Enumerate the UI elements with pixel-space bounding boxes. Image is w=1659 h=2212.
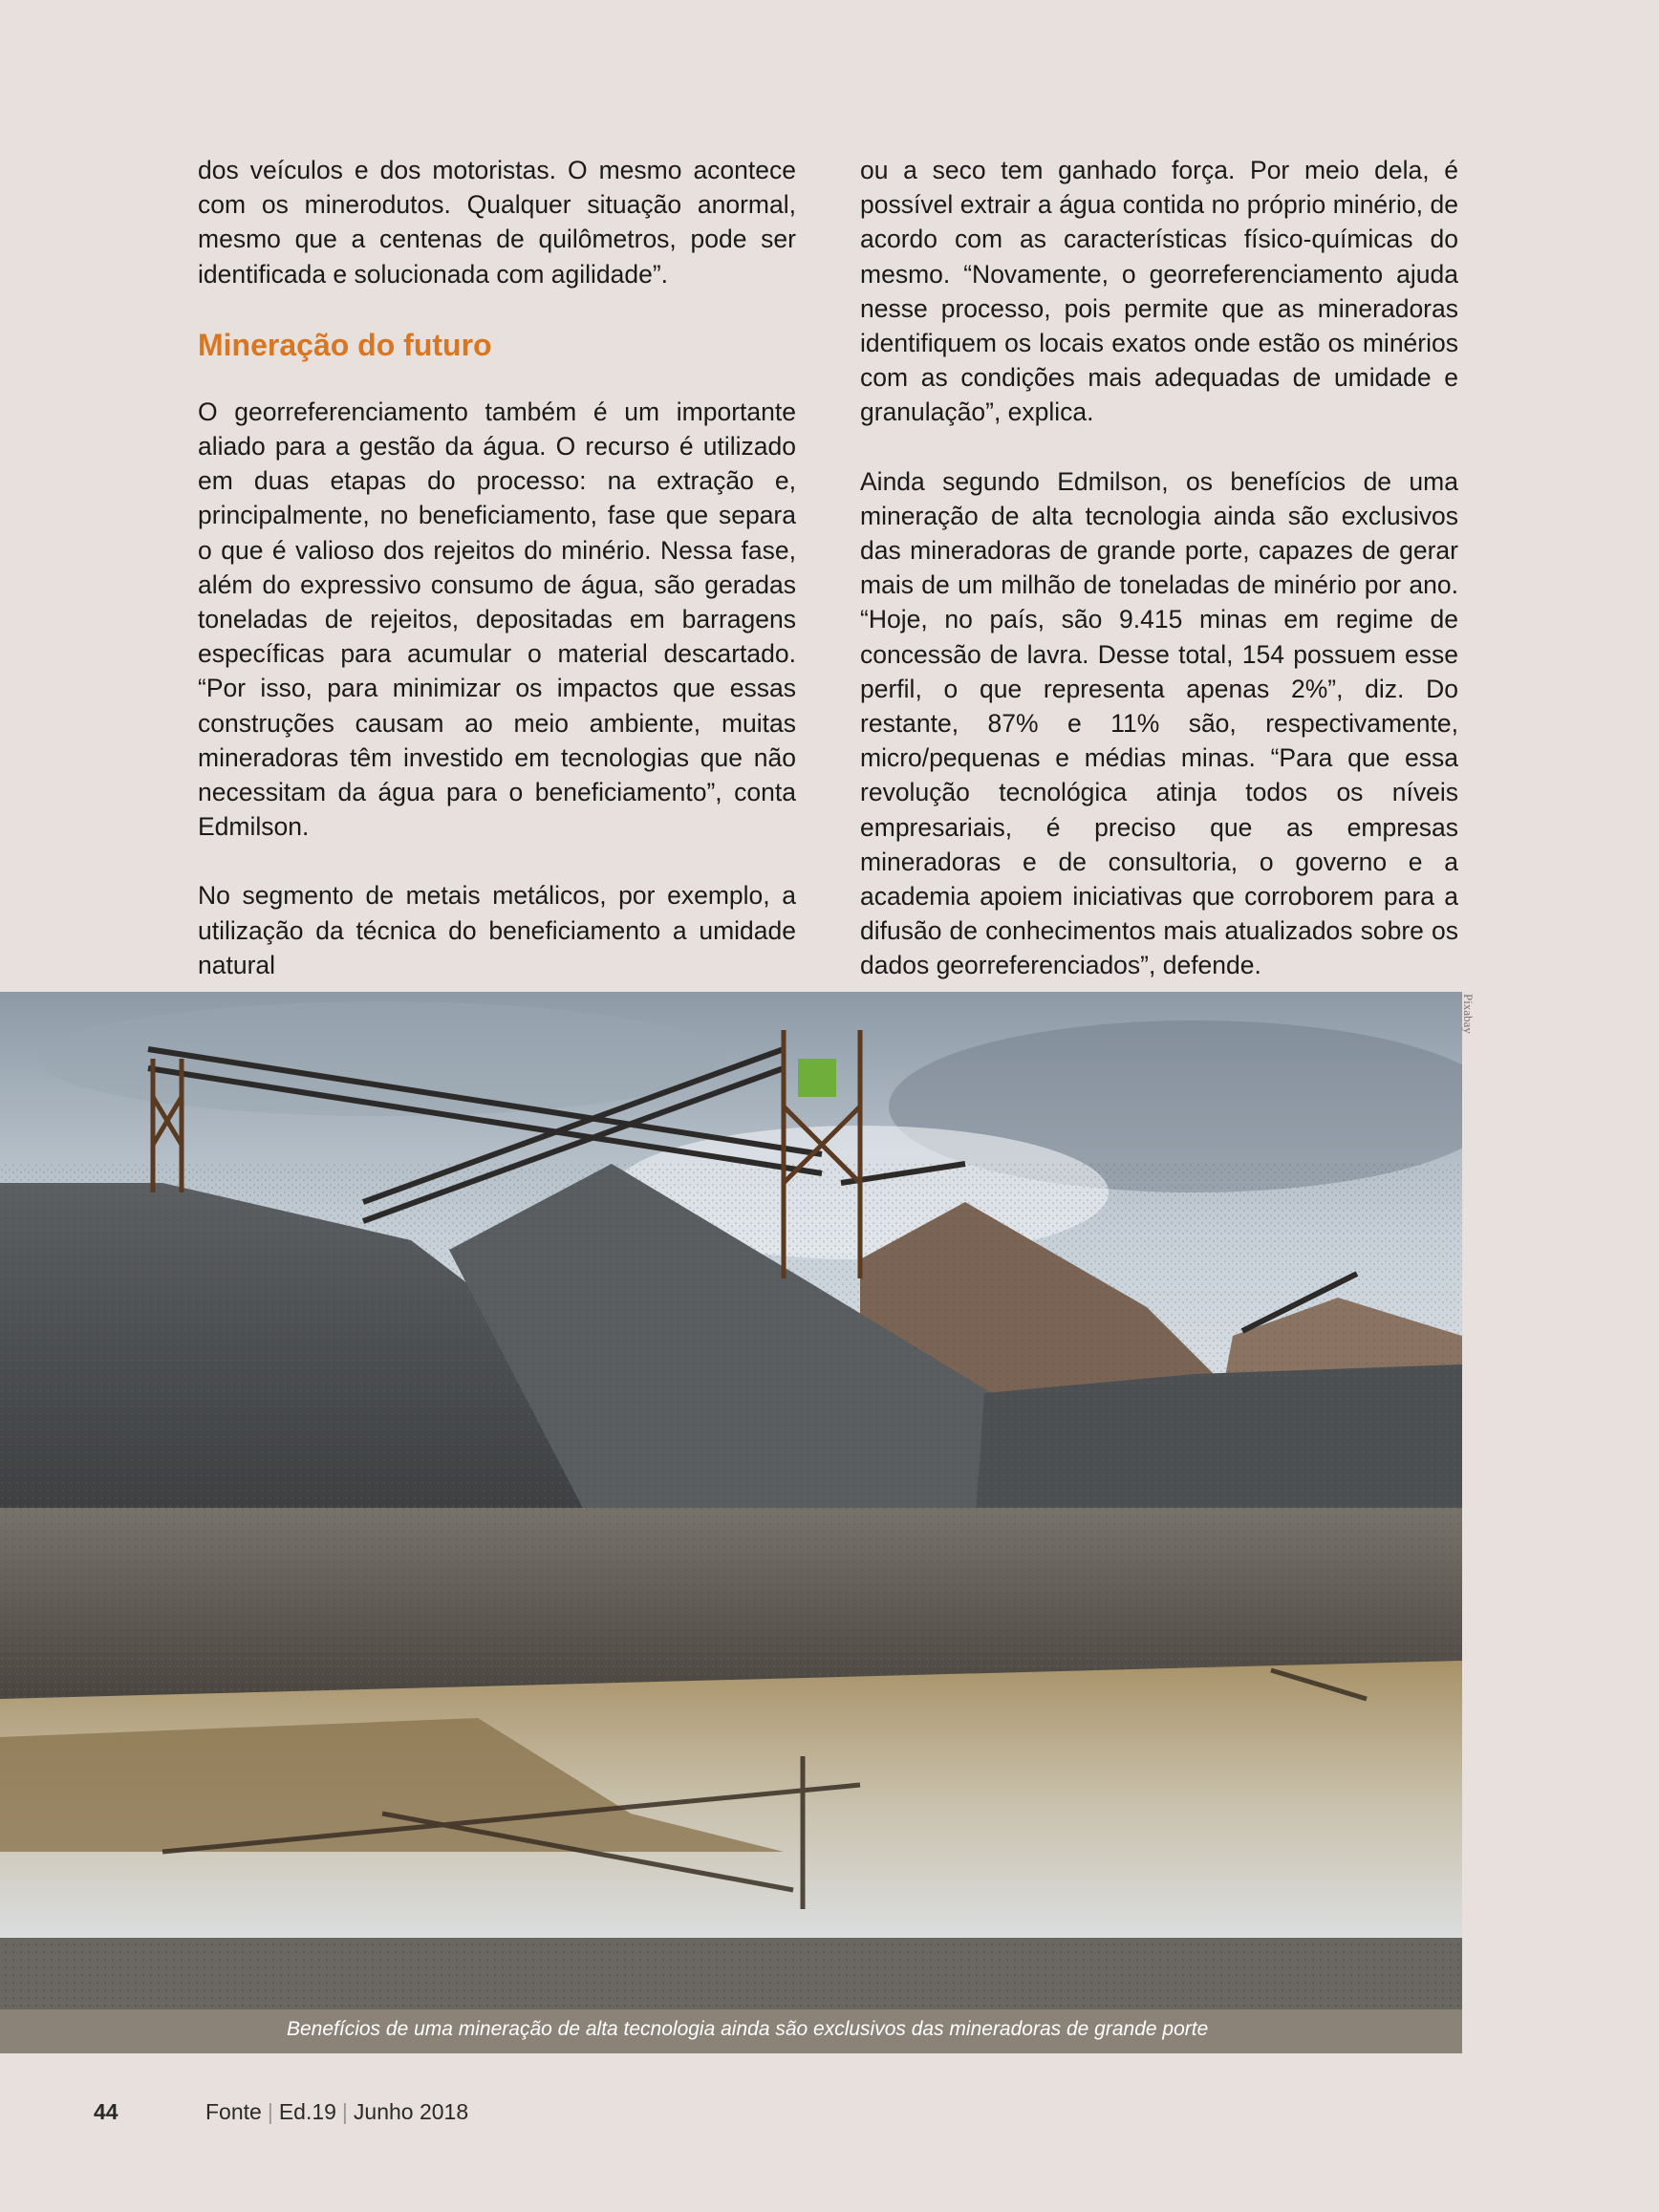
photo-credit: Pixabay: [1461, 994, 1476, 1034]
paragraph: Ainda segundo Edmilson, os benefícios de uma mineração de alta tecnologia ainda são exclusivos das mineradoras de grande porte, capazes de gerar mais de um milhão de toneladas de minério por ano. “Hoje, no país, são 9.415 minas em regime de concessão de lavra. Desse total, 154 possuem esse perfil, o que representa apenas 2%”, diz. Do restante, 87% e 11% são, respectivamente, micro/pequenas e médias minas. “Para que essa revolução tecnológica atinja todos os níveis empresariais, é preciso que as empresas mineradoras e de consultoria, o governo e a academia apoiem iniciativas que corroborem para a difusão de conhecimentos mais atualizados sobre os dados georreferenciados”, defende.: [860, 466, 1458, 980]
paragraph: ou a seco tem ganhado força. Por meio dela, é possível extrair a água contida no próprio minério, de acordo com as características físico-químicas do mesmo. “Novamente, o georreferenciamento ajuda nesse processo, pois permite que as mineradoras identifiquem os locais exatos onde estão os minérios com as condições mais adequadas de umidade e granulação”, explica.: [860, 156, 1458, 427]
article-column-left: [198, 153, 796, 1017]
separator: |: [341, 2099, 348, 2124]
section-heading: Mineração do futuro: [198, 327, 492, 362]
page-number: 44: [94, 2099, 118, 2124]
paragraph: O georreferenciamento também é um importante aliado para a gestão da água. O recurso é utilizado em duas etapas do processo: na extração e, principalmente, no beneficiamento, fase que separa o que é valioso dos rejeitos do minério. Nessa fase, além do expressivo consumo de água, são geradas toneladas de rejeitos, depositadas em barragens específicas para acumular o material descartado. “Por isso, para minimizar os impactos que essas construções causam ao meio ambiente, muitas mineradoras têm investido em tecnologias que não necessitam da água para o beneficiamento”, conta Edmilson.: [198, 397, 796, 842]
photo-caption-bar: [0, 2009, 1462, 2053]
publication-name: Fonte: [205, 2099, 262, 2124]
article-column-right: [860, 153, 1458, 1018]
issue-date: Junho 2018: [353, 2099, 469, 2124]
separator: |: [267, 2099, 273, 2124]
page-footer: [0, 2099, 1659, 2137]
mining-photo: [0, 992, 1462, 2009]
paragraph: No segmento de metais metálicos, por exemplo, a utilização da técnica do beneficiamento a umidade natural: [198, 881, 796, 979]
photo-caption: Benefícios de uma mineração de alta tecnologia ainda são exclusivos das mineradoras de grande porte: [287, 2018, 1209, 2040]
paragraph: dos veículos e dos motoristas. O mesmo acontece com os minerodutos. Qualquer situação anormal, mesmo que a centenas de quilômetros, pode ser identificada e solucionada com agilidade”.: [198, 156, 796, 289]
publication-info: [205, 2099, 468, 2125]
edition: Ed.19: [278, 2099, 336, 2124]
